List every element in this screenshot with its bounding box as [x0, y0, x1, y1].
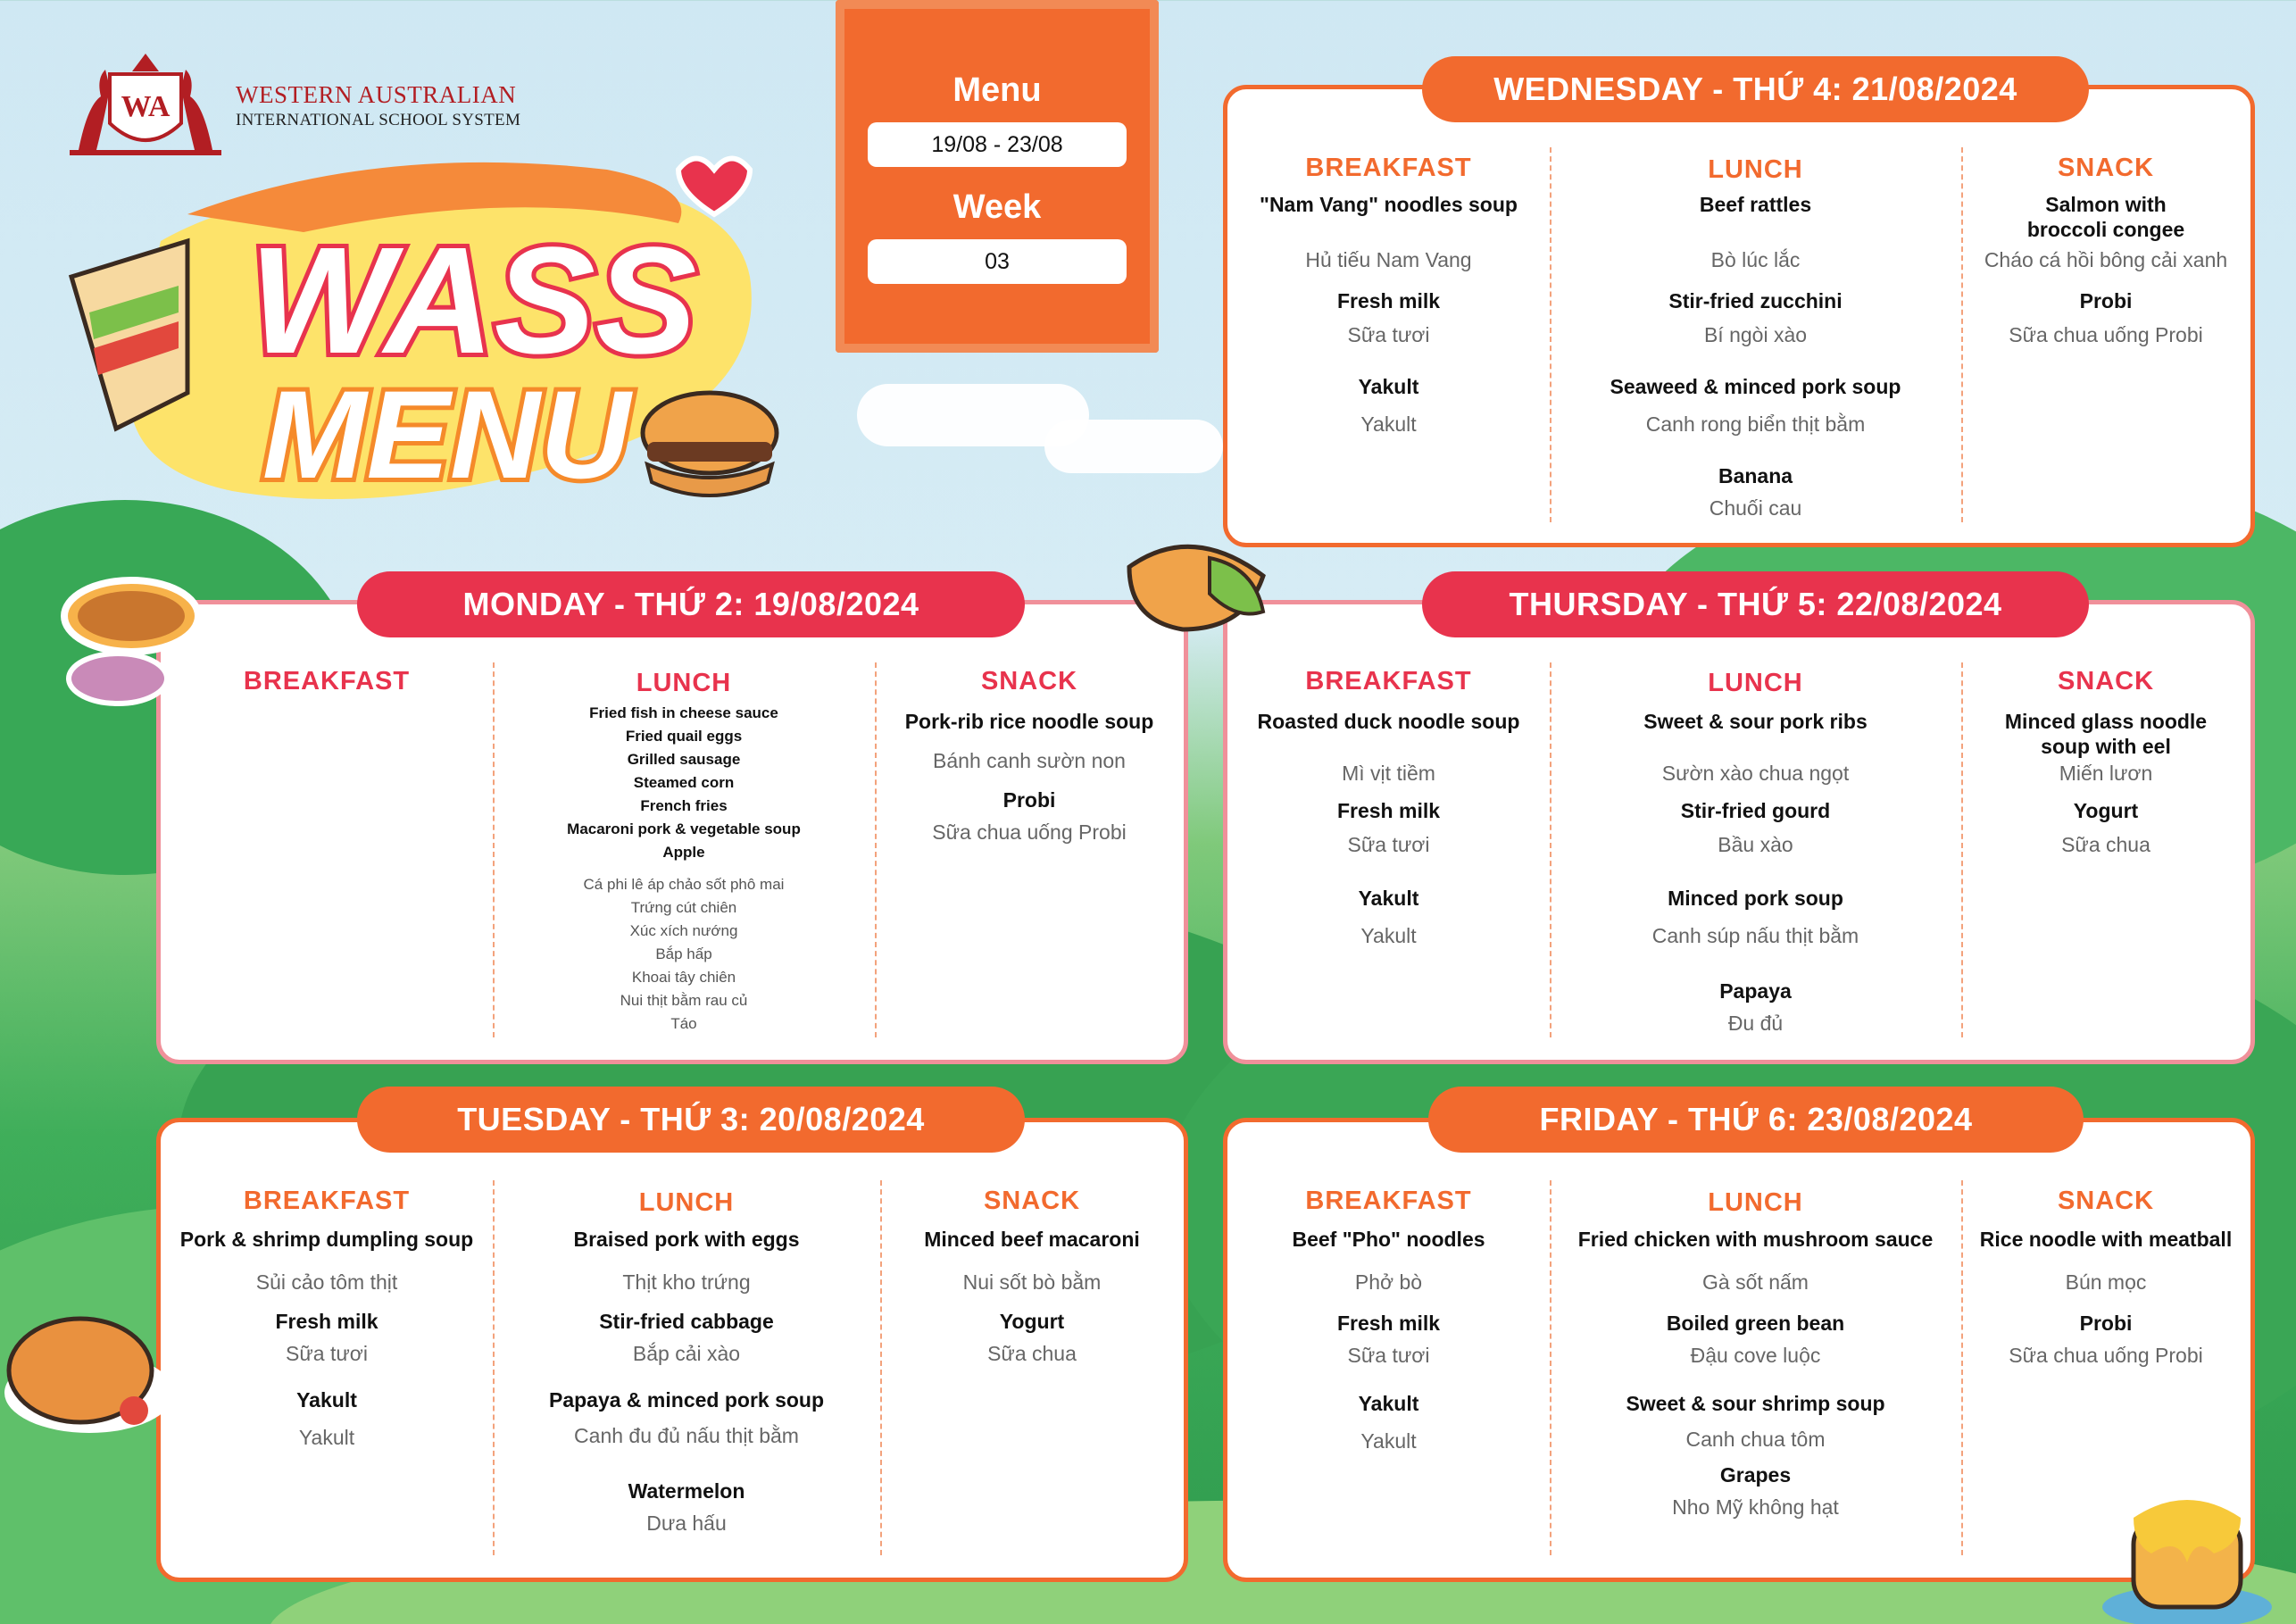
week-number-box: 03 [868, 239, 1127, 284]
menu-item-vn: Yakult [1360, 1429, 1417, 1453]
menu-item-vn: Cá phi lê áp chảo sốt phô mai [583, 876, 785, 893]
breakfast-header: BREAKFAST [243, 1187, 411, 1215]
cloud [1044, 420, 1223, 473]
menu-item-en: Probi [2079, 1312, 2133, 1335]
day-card-tuesday [156, 1118, 1188, 1582]
menu-item-vn: Đậu cove luộc [1690, 1344, 1821, 1367]
menu-item-vn: Bò lúc lắc [1710, 248, 1801, 271]
menu-item-vn: Cháo cá hồi bông cải xanh [1984, 248, 2228, 271]
breakfast-header: BREAKFAST [243, 667, 411, 695]
menu-item-vn: Nho Mỹ không hạt [1672, 1495, 1839, 1519]
menu-item-vn: Miến lươn [2059, 762, 2153, 785]
menu-item-vn: Bắp cải xào [632, 1342, 741, 1365]
menu-item-vn: Canh rong biển thịt bằm [1645, 412, 1866, 436]
breakfast-header: BREAKFAST [1305, 154, 1472, 182]
menu-item-en: Beef "Pho" noodles [1292, 1228, 1485, 1251]
lunch-column [1550, 1122, 1961, 1520]
snack-column [1961, 1122, 2250, 1368]
day-title-thursday: THURSDAY - THỨ 5: 22/08/2024 [1422, 571, 2089, 637]
pancakes-icon [2098, 1464, 2276, 1624]
menu-item-en: Salmon with [2045, 193, 2167, 216]
breakfast-column [1227, 604, 1550, 948]
menu-item-vn: Sườn xào chua ngọt [1661, 762, 1850, 785]
sandwich-icon [71, 241, 187, 429]
menu-item-en: Fried quail eggs [625, 728, 743, 745]
menu-item-vn: Sữa tươi [286, 1342, 368, 1365]
menu-item-vn: Xúc xích nướng [629, 922, 738, 939]
menu-item-vn: Hủ tiếu Nam Vang [1305, 248, 1472, 271]
menu-item-vn: Yakult [1360, 412, 1417, 436]
menu-item-en: Pork-rib rice noodle soup [904, 710, 1154, 733]
menu-item-vn: Khoai tây chiên [631, 969, 736, 986]
snack-column [880, 1122, 1184, 1366]
menu-item-en: Beef rattles [1699, 193, 1812, 216]
lunch-header: LUNCH [636, 669, 732, 697]
menu-week-tag [836, 0, 1159, 353]
menu-item-vn: Phở bò [1354, 1270, 1423, 1294]
menu-item-en: Yakult [1358, 1392, 1419, 1415]
menu-item-vn: Sữa chua [2061, 833, 2150, 856]
breakfast-column [1227, 1122, 1550, 1453]
menu-item-en: Braised pork with eggs [573, 1228, 800, 1251]
school-name-line2: INTERNATIONAL SCHOOL SYSTEM [236, 110, 521, 129]
menu-item-vn: Bắp hấp [655, 945, 712, 962]
burger-icon [643, 393, 777, 496]
lunch-column [1550, 89, 1961, 521]
menu-item-en: Probi [1002, 788, 1056, 812]
svg-text:WA: WA [121, 90, 171, 123]
menu-item-vn: Trứng cút chiên [630, 899, 737, 916]
menu-item-en: Probi [2079, 289, 2133, 312]
menu-item-en: Watermelon [628, 1479, 745, 1503]
lunch-column [493, 1122, 880, 1536]
day-title-tuesday: TUESDAY - THỨ 3: 20/08/2024 [357, 1087, 1025, 1153]
menu-item-vn: Sữa tươi [1347, 1344, 1430, 1367]
menu-item-vn: Sữa chua uống Probi [932, 820, 1127, 844]
menu-item-en: soup with eel [2041, 735, 2171, 758]
snack-header: SNACK [2057, 1187, 2155, 1215]
menu-item-en: Stir-fried zucchini [1668, 289, 1843, 312]
breakfast-column [161, 1122, 493, 1450]
snack-header: SNACK [983, 1187, 1081, 1215]
menu-item-en: Yogurt [999, 1310, 1065, 1333]
menu-item-en: Grilled sausage [627, 751, 741, 768]
menu-item-en: Fresh milk [1336, 799, 1441, 822]
lunch-column [493, 604, 875, 1036]
menu-item-vn: Táo [670, 1015, 697, 1032]
lunch-header: LUNCH [1708, 669, 1803, 697]
menu-item-en: Papaya [1719, 979, 1792, 1003]
menu-item-en: Roasted duck noodle soup [1257, 710, 1520, 733]
menu-item-vn: Bí ngòi xào [1703, 323, 1808, 346]
day-title-monday: MONDAY - THỨ 2: 19/08/2024 [357, 571, 1025, 637]
menu-item-en: Sweet & sour pork ribs [1643, 710, 1868, 733]
menu-item-vn: Canh súp nấu thịt bằm [1651, 924, 1859, 947]
menu-item-en: Banana [1718, 464, 1793, 487]
menu-item-en: Minced pork soup [1668, 887, 1843, 910]
wass-menu-title-art [54, 134, 786, 545]
day-card-monday [156, 600, 1188, 1064]
menu-item-en: Yogurt [2073, 799, 2139, 822]
roast-chicken-icon [0, 1268, 179, 1446]
menu-item-vn: Đu đủ [1727, 1012, 1784, 1035]
breakfast-header: BREAKFAST [1305, 667, 1472, 695]
menu-item-en: broccoli congee [2026, 218, 2185, 241]
menu-item-vn: Sữa tươi [1347, 323, 1430, 346]
menu-item-vn: Dưa hấu [646, 1512, 727, 1535]
menu-item-en: Yakult [1358, 887, 1419, 910]
lunch-header: LUNCH [1708, 1188, 1803, 1217]
menu-item-en: Yakult [1358, 375, 1419, 398]
snack-column [1961, 604, 2250, 857]
menu-item-en: Pork & shrimp dumpling soup [179, 1228, 474, 1251]
menu-item-en: Rice noodle with meatball [1979, 1228, 2233, 1251]
menu-item-en: Fried chicken with mushroom sauce [1577, 1228, 1934, 1251]
snack-column [1961, 89, 2250, 347]
lunch-header: LUNCH [638, 1188, 735, 1217]
snack-header: SNACK [980, 667, 1078, 695]
menu-item-vn: Thịt kho trứng [622, 1270, 751, 1294]
menu-item-vn: Bầu xào [1718, 833, 1793, 856]
menu-item-en: French fries [640, 797, 728, 814]
menu-item-en: Fresh milk [1336, 1312, 1441, 1335]
menu-item-vn: Yakult [1360, 924, 1417, 947]
day-card-thursday [1223, 600, 2255, 1064]
menu-item-vn: Nui thịt bằm rau củ [620, 992, 748, 1009]
menu-item-vn: Yakult [298, 1426, 355, 1449]
day-card-wednesday [1223, 85, 2255, 547]
menu-item-en: Apple [662, 844, 705, 861]
lunch-items-en [493, 702, 875, 864]
date-range-box: 19/08 - 23/08 [868, 122, 1127, 167]
menu-item-vn: Sủi cảo tôm thịt [255, 1270, 398, 1294]
menu-item-en: Minced beef macaroni [924, 1228, 1140, 1251]
menu-item-en: Steamed corn [633, 774, 735, 791]
soup-bowl-icon [46, 554, 216, 714]
menu-item-vn: Nui sốt bò bằm [962, 1270, 1102, 1294]
menu-item-vn: Bún mọc [2065, 1270, 2147, 1294]
menu-label: Menu [953, 71, 1042, 109]
menu-item-en: Minced glass noodle [2004, 710, 2208, 733]
menu-item-vn: Canh chua tôm [1685, 1428, 1826, 1451]
lunch-header: LUNCH [1708, 155, 1803, 184]
breakfast-column [1227, 89, 1550, 437]
snack-header: SNACK [2057, 667, 2155, 695]
snack-header: SNACK [2057, 154, 2155, 182]
menu-item-en: "Nam Vang" noodles soup [1260, 193, 1518, 216]
day-title-wednesday: WEDNESDAY - THỨ 4: 21/08/2024 [1422, 56, 2089, 122]
menu-item-vn: Canh đu đủ nấu thịt bằm [574, 1424, 799, 1447]
menu-item-en: Boiled green bean [1666, 1312, 1845, 1335]
menu-item-en: Papaya & minced pork soup [548, 1388, 825, 1412]
menu-item-vn: Mì vịt tiềm [1342, 762, 1435, 785]
burrito-icon [1111, 522, 1281, 647]
menu-item-en: Yakult [296, 1388, 357, 1412]
menu-item-en: Fresh milk [1336, 289, 1441, 312]
menu-item-en: Sweet & sour shrimp soup [1626, 1392, 1885, 1415]
menu-item-vn: Sữa tươi [1347, 833, 1430, 856]
lunch-column [1550, 604, 1961, 1036]
breakfast-header: BREAKFAST [1305, 1187, 1472, 1215]
title-line1: WASS [249, 216, 697, 386]
day-title-friday: FRIDAY - THỨ 6: 23/08/2024 [1428, 1087, 2084, 1153]
menu-item-vn: Sữa chua [987, 1342, 1077, 1365]
title-line2: MENU [262, 364, 631, 504]
menu-item-en: Seaweed & minced pork soup [1610, 375, 1901, 398]
menu-item-en: Fried fish in cheese sauce [589, 704, 778, 721]
menu-item-en: Grapes [1719, 1463, 1792, 1487]
menu-item-en: Fresh milk [275, 1310, 379, 1333]
menu-item-en: Stir-fried cabbage [599, 1310, 774, 1333]
menu-item-vn: Chuối cau [1709, 496, 1802, 520]
school-name-line1: WESTERN AUSTRALIAN [236, 80, 517, 108]
heart-icon [678, 159, 750, 215]
menu-item-en: Macaroni pork & vegetable soup [567, 820, 801, 837]
menu-item-vn: Sữa chua uống Probi [2009, 323, 2203, 346]
menu-item-vn: Bánh canh sườn non [933, 749, 1126, 772]
week-label: Week [953, 188, 1042, 226]
lunch-items-vn [493, 873, 875, 1036]
menu-item-vn: Sữa chua uống Probi [2009, 1344, 2203, 1367]
menu-item-vn: Gà sốt nấm [1702, 1270, 1809, 1294]
menu-item-en: Stir-fried gourd [1680, 799, 1831, 822]
